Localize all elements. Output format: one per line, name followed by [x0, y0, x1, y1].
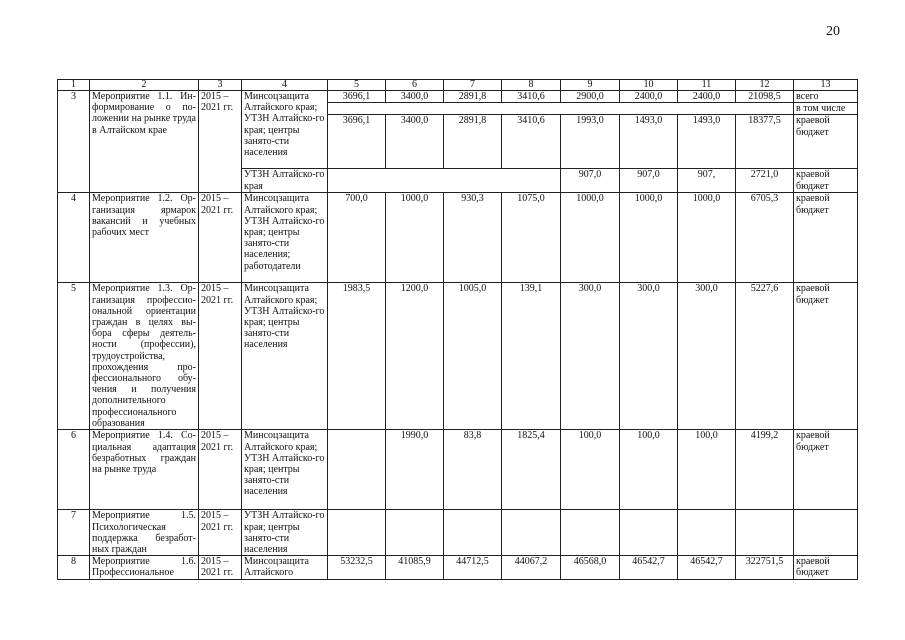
value-cell: [328, 510, 386, 556]
value-cell: [386, 510, 444, 556]
value-cell: 6705,3: [736, 193, 794, 283]
value-cell: 44067,2: [502, 556, 561, 579]
value-cell: 1983,5: [328, 283, 386, 430]
source-cell: [794, 510, 858, 556]
measure-name: Мероприятие 1.6. Профессиональное: [90, 556, 199, 579]
value-cell: [502, 510, 561, 556]
value-cell: 3696,1: [328, 115, 386, 169]
period-cell: 2015 – 2021 гг.: [199, 91, 242, 193]
value-cell: [561, 510, 620, 556]
header-cell: 13: [794, 80, 858, 91]
budget-table: [57, 79, 858, 580]
empty-cell: [328, 169, 561, 193]
source-cell: краевой бюджет: [794, 169, 858, 193]
source-cell: всего: [794, 91, 858, 103]
value-cell: 18377,5: [736, 115, 794, 169]
value-cell: 53232,5: [328, 556, 386, 579]
header-cell: 3: [199, 80, 242, 91]
value-cell: 1493,0: [620, 115, 678, 169]
value-cell: 907,0: [620, 169, 678, 193]
value-cell: 2721,0: [736, 169, 794, 193]
value-cell: 21098,5: [736, 91, 794, 103]
value-cell: [444, 510, 502, 556]
value-cell: 907,0: [561, 169, 620, 193]
value-cell: 100,0: [678, 430, 736, 510]
value-cell: 1000,0: [620, 193, 678, 283]
value-cell: 1993,0: [561, 115, 620, 169]
measure-name: Мероприятие 1.5. Психологическая поддержка безработ-ных граждан: [90, 510, 199, 556]
header-cell: 1: [58, 80, 90, 91]
header-cell: 9: [561, 80, 620, 91]
executor-cell: Минсоцзащита Алтайского края; УТЗН Алтайско-го края; центры занято-сти населения: [242, 430, 328, 510]
row-number: 5: [58, 283, 90, 430]
executor-cell: Минсоцзащита Алтайского края; УТЗН Алтайско-го края; центры занято-сти населения: [242, 91, 328, 169]
value-cell: 100,0: [620, 430, 678, 510]
value-cell: 300,0: [678, 283, 736, 430]
value-cell: 322751,5: [736, 556, 794, 579]
period-cell: 2015 – 2021 гг.: [199, 556, 242, 579]
source-cell: краевой бюджет: [794, 556, 858, 579]
value-cell: 1005,0: [444, 283, 502, 430]
measure-name: Мероприятие 1.4. Со-циальная адаптация безработных граждан на рынке труда: [90, 430, 199, 510]
value-cell: 46568,0: [561, 556, 620, 579]
value-cell: 300,0: [620, 283, 678, 430]
period-cell: 2015 – 2021 гг.: [199, 193, 242, 283]
header-cell: 2: [90, 80, 199, 91]
header-cell: 4: [242, 80, 328, 91]
value-cell: 3410,6: [502, 115, 561, 169]
header-cell: 11: [678, 80, 736, 91]
value-cell: 2900,0: [561, 91, 620, 103]
value-cell: 5227,6: [736, 283, 794, 430]
table-row: [58, 556, 858, 579]
header-cell: 5: [328, 80, 386, 91]
value-cell: 100,0: [561, 430, 620, 510]
value-cell: [736, 510, 794, 556]
value-cell: 2400,0: [620, 91, 678, 103]
source-cell: в том числе: [794, 103, 858, 115]
value-cell: 1000,0: [678, 193, 736, 283]
value-cell: 700,0: [328, 193, 386, 283]
value-cell: 1000,0: [561, 193, 620, 283]
header-cell: 8: [502, 80, 561, 91]
table-row: [58, 430, 858, 510]
row-number: 4: [58, 193, 90, 283]
row-number: 7: [58, 510, 90, 556]
row-number: 6: [58, 430, 90, 510]
value-cell: 1493,0: [678, 115, 736, 169]
value-cell: 139,1: [502, 283, 561, 430]
value-cell: 3410,6: [502, 91, 561, 103]
value-cell: [620, 510, 678, 556]
value-cell: 1075,0: [502, 193, 561, 283]
value-cell: 2400,0: [678, 91, 736, 103]
value-cell: 2891,8: [444, 115, 502, 169]
source-cell: краевой бюджет: [794, 115, 858, 169]
value-cell: 46542,7: [620, 556, 678, 579]
header-cell: 7: [444, 80, 502, 91]
empty-cell: [328, 103, 794, 115]
table-row: [58, 283, 858, 430]
value-cell: 44712,5: [444, 556, 502, 579]
table-row: [58, 510, 858, 556]
value-cell: 907,: [678, 169, 736, 193]
header-cell: 12: [736, 80, 794, 91]
measure-name: Мероприятие 1.1. Ин-формирование о по-ложении на рынке труда в Алтайском крае: [90, 91, 199, 193]
header-row: [58, 80, 858, 91]
executor-cell: Минсоцзащита Алтайского: [242, 556, 328, 579]
value-cell: 46542,7: [678, 556, 736, 579]
value-cell: 1990,0: [386, 430, 444, 510]
value-cell: 41085,9: [386, 556, 444, 579]
value-cell: 2891,8: [444, 91, 502, 103]
period-cell: 2015 – 2021 гг.: [199, 283, 242, 430]
header-cell: 6: [386, 80, 444, 91]
value-cell: 1000,0: [386, 193, 444, 283]
value-cell: [328, 430, 386, 510]
value-cell: 3696,1: [328, 91, 386, 103]
table-row: [58, 91, 858, 103]
source-cell: краевой бюджет: [794, 283, 858, 430]
row-number: 3: [58, 91, 90, 193]
measure-name: Мероприятие 1.3. Ор-ганизация профессио-ональной ориентации граждан в целях вы-бора сферы деятель-ности (профессии), трудоустройства, прохождения про-фессионального обу-чения и получения дополнительного профессионального образования: [90, 283, 199, 430]
value-cell: 3400,0: [386, 91, 444, 103]
table-row: [58, 193, 858, 283]
period-cell: 2015 – 2021 гг.: [199, 510, 242, 556]
executor-cell: УТЗН Алтайско-го края; центры занято-сти населения: [242, 510, 328, 556]
executor-cell: УТЗН Алтайско-го края: [242, 169, 328, 193]
value-cell: 83,8: [444, 430, 502, 510]
value-cell: 4199,2: [736, 430, 794, 510]
value-cell: 1825,4: [502, 430, 561, 510]
header-cell: 10: [620, 80, 678, 91]
source-cell: краевой бюджет: [794, 193, 858, 283]
value-cell: 1200,0: [386, 283, 444, 430]
row-number: 8: [58, 556, 90, 579]
measure-name: Мероприятие 1.2. Ор-ганизация ярмарок вакансий и учебных рабочих мест: [90, 193, 199, 283]
executor-cell: Минсоцзащита Алтайского края; УТЗН Алтайско-го края; центры занято-сти населения; работодатели: [242, 193, 328, 283]
value-cell: 930,3: [444, 193, 502, 283]
value-cell: 300,0: [561, 283, 620, 430]
source-cell: краевой бюджет: [794, 430, 858, 510]
value-cell: [678, 510, 736, 556]
page-number: 20: [826, 24, 840, 39]
executor-cell: Минсоцзащита Алтайского края; УТЗН Алтайско-го края; центры занято-сти населения: [242, 283, 328, 430]
period-cell: 2015 – 2021 гг.: [199, 430, 242, 510]
value-cell: 3400,0: [386, 115, 444, 169]
